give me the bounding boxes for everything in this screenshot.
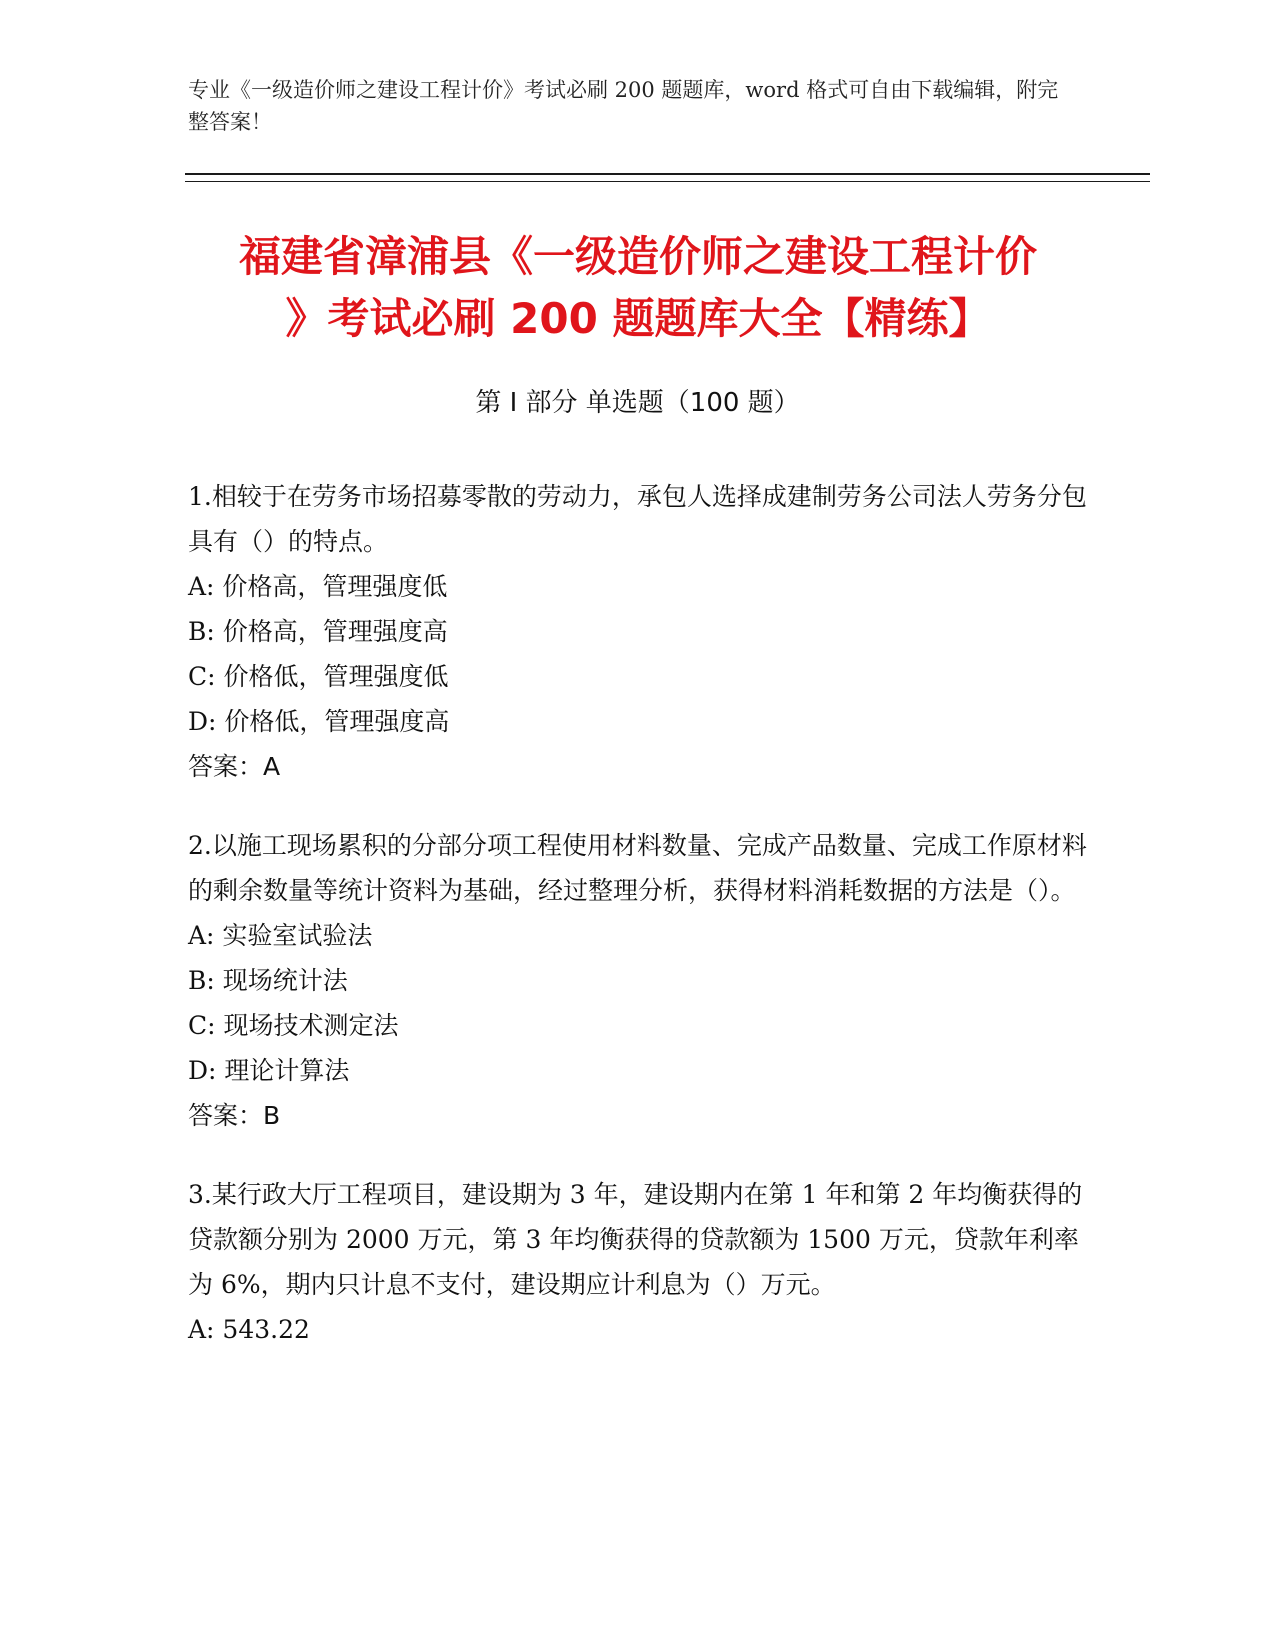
- answer: 答案：B: [188, 1101, 281, 1130]
- header-rule-thick: [185, 173, 1150, 175]
- option-c: C: 价格低，管理强度低: [188, 662, 449, 691]
- option-b: B: 价格高，管理强度高: [188, 617, 448, 646]
- document-title: [188, 226, 1088, 350]
- document-title-line-1: 福建省漳浦县《一级造价师之建设工程计价: [238, 232, 1037, 281]
- option-c: C: 现场技术测定法: [188, 1011, 399, 1040]
- question-stem: 2.以施工现场累积的分部分项工程使用材料数量、完成产品数量、完成工作原材料的剩余数量等统计资料为基础，经过整理分析，获得材料消耗数据的方法是（）。: [188, 831, 1087, 905]
- question-stem: 1.相较于在劳务市场招募零散的劳动力，承包人选择成建制劳务公司法人劳务分包具有（）的特点。: [188, 482, 1087, 556]
- question-3: [188, 1172, 1088, 1352]
- document-title-line-2: 》考试必刷 200 题题库大全【精练】: [285, 294, 991, 343]
- option-a: A: 实验室试验法: [188, 921, 373, 950]
- question-list: [188, 474, 1088, 1386]
- option-a: A: 543.22: [188, 1315, 310, 1344]
- header-note: 专业《一级造价师之建设工程计价》考试必刷 200 题题库，word 格式可自由下载编辑，附完整答案！: [188, 78, 1059, 134]
- option-d: D: 价格低，管理强度高: [188, 707, 450, 736]
- section-heading: 第 I 部分 单选题（100 题）: [475, 388, 800, 418]
- option-a: A: 价格高，管理强度低: [188, 572, 448, 601]
- option-d: D: 理论计算法: [188, 1056, 350, 1085]
- answer: 答案：A: [188, 752, 281, 781]
- question-stem: 3.某行政大厅工程项目，建设期为 3 年，建设期内在第 1 年和第 2 年均衡获得的贷款额分别为 2000 万元，第 3 年均衡获得的贷款额为 1500 万元，贷款年利率为 6%，期内只计息不支付，建设期应计利息为（）万元。: [188, 1180, 1083, 1299]
- header-rule-thin: [185, 181, 1150, 182]
- question-1: [188, 474, 1088, 789]
- option-b: B: 现场统计法: [188, 966, 348, 995]
- question-2: [188, 823, 1088, 1138]
